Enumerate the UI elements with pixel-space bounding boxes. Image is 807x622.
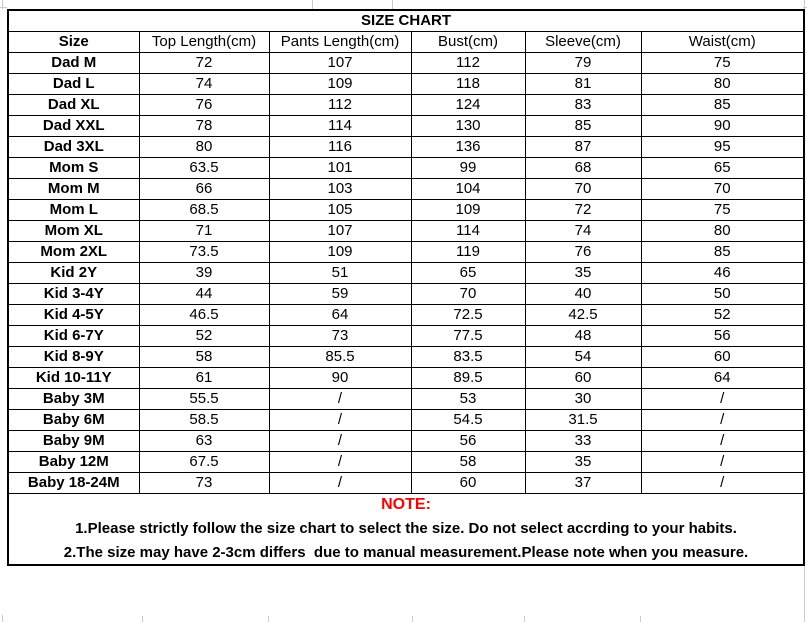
size-cell: Mom L (8, 200, 139, 221)
value-cell: 70 (641, 179, 804, 200)
value-cell: 75 (641, 53, 804, 74)
value-cell: 35 (525, 263, 641, 284)
value-cell: 85 (641, 95, 804, 116)
value-cell: 30 (525, 389, 641, 410)
table-row (8, 242, 804, 263)
header-row (8, 32, 804, 53)
value-cell: 136 (411, 137, 525, 158)
value-cell: 109 (269, 74, 411, 95)
table-row (8, 389, 804, 410)
value-cell: 54 (525, 347, 641, 368)
value-cell: 80 (641, 74, 804, 95)
value-cell: 85 (641, 242, 804, 263)
value-cell: / (269, 452, 411, 473)
sheet-gridline (142, 616, 143, 622)
size-cell: Mom XL (8, 221, 139, 242)
value-cell: 99 (411, 158, 525, 179)
value-cell: 37 (525, 473, 641, 494)
value-cell: 72 (525, 200, 641, 221)
size-cell: Dad L (8, 74, 139, 95)
table-row (8, 221, 804, 242)
value-cell: / (269, 473, 411, 494)
note-heading: NOTE: (381, 496, 431, 513)
value-cell: 60 (525, 368, 641, 389)
value-cell: 72.5 (411, 305, 525, 326)
value-cell: 44 (139, 284, 269, 305)
table-row (8, 473, 804, 494)
note-section (8, 494, 804, 566)
table-row (8, 137, 804, 158)
value-cell: 81 (525, 74, 641, 95)
value-cell: 60 (641, 347, 804, 368)
size-cell: Kid 4-5Y (8, 305, 139, 326)
sheet-gridline (640, 616, 641, 622)
value-cell: 56 (641, 326, 804, 347)
value-cell: / (641, 389, 804, 410)
value-cell: 80 (641, 221, 804, 242)
table-row (8, 95, 804, 116)
value-cell: 76 (139, 95, 269, 116)
value-cell: 46.5 (139, 305, 269, 326)
size-table-body (8, 53, 804, 494)
value-cell: 112 (269, 95, 411, 116)
value-cell: 55.5 (139, 389, 269, 410)
value-cell: 48 (525, 326, 641, 347)
value-cell: / (641, 473, 804, 494)
value-cell: 104 (411, 179, 525, 200)
value-cell: 75 (641, 200, 804, 221)
table-row (8, 179, 804, 200)
value-cell: 64 (269, 305, 411, 326)
value-cell: 31.5 (525, 410, 641, 431)
size-cell: Kid 6-7Y (8, 326, 139, 347)
value-cell: 73.5 (139, 242, 269, 263)
table-row (8, 431, 804, 452)
value-cell: 112 (411, 53, 525, 74)
value-cell: 68 (525, 158, 641, 179)
size-cell: Dad XL (8, 95, 139, 116)
value-cell: 39 (139, 263, 269, 284)
size-chart-table (7, 9, 805, 566)
value-cell: 40 (525, 284, 641, 305)
value-cell: 116 (269, 137, 411, 158)
value-cell: 83.5 (411, 347, 525, 368)
value-cell: 52 (641, 305, 804, 326)
note-line-1: 1.Please strictly follow the size chart to select the size. Do not select accrding to your habits. (75, 520, 737, 537)
value-cell: / (641, 410, 804, 431)
value-cell: 59 (269, 284, 411, 305)
value-cell: 63 (139, 431, 269, 452)
table-row (8, 158, 804, 179)
value-cell: 89.5 (411, 368, 525, 389)
value-cell: 103 (269, 179, 411, 200)
value-cell: 58.5 (139, 410, 269, 431)
value-cell: 76 (525, 242, 641, 263)
table-row (8, 347, 804, 368)
value-cell: 74 (525, 221, 641, 242)
size-cell: Baby 3M (8, 389, 139, 410)
sheet-gridline (524, 616, 525, 622)
size-cell: Mom M (8, 179, 139, 200)
value-cell: 70 (411, 284, 525, 305)
value-cell: 33 (525, 431, 641, 452)
value-cell: 90 (641, 116, 804, 137)
value-cell: 73 (139, 473, 269, 494)
value-cell: 85 (525, 116, 641, 137)
value-cell: / (641, 431, 804, 452)
value-cell: 52 (139, 326, 269, 347)
value-cell: 95 (641, 137, 804, 158)
value-cell: 64 (641, 368, 804, 389)
value-cell: 78 (139, 116, 269, 137)
value-cell: 58 (411, 452, 525, 473)
table-row (8, 410, 804, 431)
table-row (8, 284, 804, 305)
column-header-waist: Waist(cm) (641, 32, 804, 53)
table-row (8, 53, 804, 74)
sheet-gridline (2, 615, 3, 622)
value-cell: 85.5 (269, 347, 411, 368)
column-header-sleeve: Sleeve(cm) (525, 32, 641, 53)
table-row (8, 200, 804, 221)
value-cell: / (269, 410, 411, 431)
sheet-gridline (412, 616, 413, 622)
value-cell: 53 (411, 389, 525, 410)
size-cell: Kid 10-11Y (8, 368, 139, 389)
size-cell: Mom 2XL (8, 242, 139, 263)
value-cell: 51 (269, 263, 411, 284)
value-cell: 90 (269, 368, 411, 389)
table-row (8, 263, 804, 284)
value-cell: 65 (641, 158, 804, 179)
table-row (8, 74, 804, 95)
size-cell: Dad 3XL (8, 137, 139, 158)
value-cell: 124 (411, 95, 525, 116)
value-cell: 65 (411, 263, 525, 284)
value-cell: 58 (139, 347, 269, 368)
value-cell: 118 (411, 74, 525, 95)
table-row (8, 452, 804, 473)
value-cell: 50 (641, 284, 804, 305)
sheet-gridline (312, 0, 313, 9)
value-cell: / (269, 389, 411, 410)
value-cell: 107 (269, 53, 411, 74)
value-cell: 73 (269, 326, 411, 347)
value-cell: 107 (269, 221, 411, 242)
value-cell: 114 (411, 221, 525, 242)
value-cell: 114 (269, 116, 411, 137)
value-cell: 77.5 (411, 326, 525, 347)
size-cell: Kid 3-4Y (8, 284, 139, 305)
value-cell: 60 (411, 473, 525, 494)
value-cell: / (269, 431, 411, 452)
size-cell: Baby 9M (8, 431, 139, 452)
value-cell: 46 (641, 263, 804, 284)
value-cell: 79 (525, 53, 641, 74)
column-header-pants-length: Pants Length(cm) (269, 32, 411, 53)
value-cell: 105 (269, 200, 411, 221)
value-cell: 101 (269, 158, 411, 179)
note-row (8, 494, 804, 566)
value-cell: 61 (139, 368, 269, 389)
sheet-gridline (268, 616, 269, 622)
size-cell: Kid 8-9Y (8, 347, 139, 368)
value-cell: 71 (139, 221, 269, 242)
sheet-gridline (392, 0, 393, 9)
value-cell: 72 (139, 53, 269, 74)
size-cell: Baby 12M (8, 452, 139, 473)
value-cell: 87 (525, 137, 641, 158)
note-content (9, 494, 803, 564)
column-header-bust: Bust(cm) (411, 32, 525, 53)
value-cell: 119 (411, 242, 525, 263)
size-cell: Baby 18-24M (8, 473, 139, 494)
value-cell: 74 (139, 74, 269, 95)
sheet-gridline (803, 7, 807, 8)
value-cell: 54.5 (411, 410, 525, 431)
value-cell: 67.5 (139, 452, 269, 473)
value-cell: 109 (269, 242, 411, 263)
size-cell: Baby 6M (8, 410, 139, 431)
value-cell: 63.5 (139, 158, 269, 179)
value-cell: 130 (411, 116, 525, 137)
value-cell: 66 (139, 179, 269, 200)
sheet-gridline (0, 7, 7, 8)
size-cell: Dad XXL (8, 116, 139, 137)
size-cell: Mom S (8, 158, 139, 179)
column-header-top-length: Top Length(cm) (139, 32, 269, 53)
page-title: SIZE CHART (8, 10, 804, 32)
note-line-2: 2.The size may have 2-3cm differs due to manual measurement.Please note when you measure. (63, 544, 749, 561)
value-cell: 83 (525, 95, 641, 116)
table-row (8, 305, 804, 326)
table-row (8, 326, 804, 347)
value-cell: 68.5 (139, 200, 269, 221)
value-cell: 70 (525, 179, 641, 200)
table-row (8, 116, 804, 137)
value-cell: 56 (411, 431, 525, 452)
value-cell: 42.5 (525, 305, 641, 326)
size-cell: Dad M (8, 53, 139, 74)
value-cell: 35 (525, 452, 641, 473)
value-cell: 80 (139, 137, 269, 158)
value-cell: 109 (411, 200, 525, 221)
table-row (8, 368, 804, 389)
size-cell: Kid 2Y (8, 263, 139, 284)
value-cell: / (641, 452, 804, 473)
column-header-size: Size (8, 32, 139, 53)
title-row (8, 10, 804, 32)
